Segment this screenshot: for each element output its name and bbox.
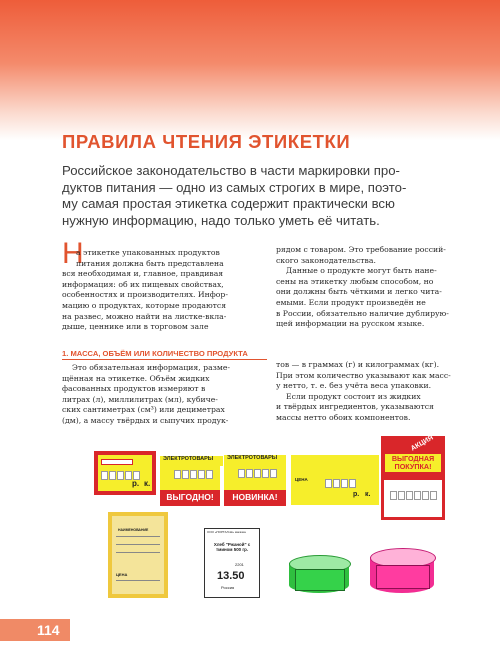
body-line: дыше, ценнике или в торговом зале: [62, 322, 209, 332]
body-line: При этом количество указывают как масс-: [276, 370, 451, 380]
body-line: рядом с товаром. Это требование россий-: [276, 245, 446, 254]
body-line: ского законодательства.: [276, 255, 376, 265]
promo-tag-akcia: [381, 436, 445, 520]
body-line: литрах (л), миллилитрах (мл), кубиче-: [62, 394, 218, 404]
price-word: ЦЕНА: [295, 477, 308, 482]
receipt-country: Россия: [221, 585, 235, 590]
name-label: НАИМЕНОВАНИЕ: [118, 528, 149, 532]
receipt-item: Хлеб "Ржаной" с тмином 500 гр.: [213, 542, 251, 552]
body-line: на развес, можно найти на листке-вкла-: [62, 311, 227, 321]
digit-grid: [325, 479, 356, 488]
body-line: тов — в граммах (г) и килограммах (кг).: [276, 360, 440, 369]
tag-header: ЭЛЕКТРОТОВАРЫ: [160, 456, 223, 466]
kop-label: к.: [365, 491, 371, 498]
label-roll-pink: [370, 548, 434, 596]
receipt-label: [204, 528, 260, 598]
body-line: емыми. Если продукт произведён не: [276, 297, 426, 307]
body-line: вся необходимая и, главное, правдивая: [62, 269, 224, 279]
body-column-right: [276, 245, 466, 330]
vygodno-banner: ВЫГОДНО!: [160, 490, 220, 506]
body-line: щённая на этикетке. Объём жидких: [62, 373, 210, 383]
body-line: Если продукт состоит из жидких: [286, 391, 421, 401]
drop-cap: Н: [62, 237, 84, 270]
price-tag-red-yellow: [94, 451, 156, 495]
section-column-right: [276, 360, 466, 424]
label-roll-green: [289, 555, 349, 595]
body-line: в России, обязательно наличие дублирую-: [276, 308, 449, 318]
kop-label: к.: [144, 479, 151, 488]
vygodnaya-banner: ВЫГОДНАЯ ПОКУПКА!: [385, 454, 441, 472]
price-word: ЦЕНА: [116, 572, 128, 577]
page-title: ПРАВИЛА ЧТЕНИЯ ЭТИКЕТКИ: [62, 131, 351, 152]
body-line: а этикетке упакованных продуктов: [76, 248, 220, 257]
header-gradient-band: [0, 0, 500, 140]
novinka-banner: НОВИНКА!: [224, 490, 286, 506]
body-line: особенностях и производителях. Инфор-: [62, 290, 228, 300]
body-line: сены на этикетку любым способом, но: [276, 276, 434, 286]
section-divider: [62, 359, 267, 360]
body-line: массы нетто обоих компонентов.: [276, 412, 411, 422]
tag-header: ЭЛЕКТРОТОВАРЫ: [227, 455, 278, 461]
body-line: информация: об их пищевых свойствах,: [62, 279, 224, 289]
lead-line: нужную информацию, надо только уметь её читать.: [62, 212, 380, 228]
page-number: 114: [37, 622, 60, 638]
digit-grid: [174, 470, 213, 479]
body-line: они должны быть чёткими и легко чита-: [276, 287, 442, 297]
body-line: ских сантиметрах (см³) или дециметрах: [62, 405, 225, 415]
receipt-price: 13.50: [217, 570, 245, 582]
body-line: щей информации на русском языке.: [276, 319, 425, 329]
receipt-code: 2201: [235, 562, 244, 567]
body-line: питания должна быть представлена: [76, 258, 224, 268]
body-line: Это обязательная информация, разме-: [72, 363, 230, 372]
price-tag-vygodno: [160, 456, 220, 506]
lead-line: Российское законодательство в части маркировки про-: [62, 163, 400, 178]
lead-paragraph: [62, 163, 457, 229]
body-line: и твёрдых ингредиентов, указываются: [276, 402, 434, 412]
digit-grid: [238, 469, 277, 478]
rub-label: р.: [353, 491, 360, 498]
section-column-left: [62, 363, 267, 427]
price-tag-cream: [108, 512, 168, 598]
body-line: фасованных продуктов измеряют в: [62, 384, 206, 394]
lead-line: му самая простая этикетка содержит практически всю: [62, 196, 395, 212]
rub-label: р.: [132, 479, 140, 488]
price-tag-novinka: [224, 455, 286, 506]
body-line: Данные о продукте могут быть нане-: [286, 266, 437, 276]
body-line: у нетто, т. е. без учёта веса упаковки.: [276, 381, 432, 391]
body-column-left: [62, 248, 267, 333]
price-tag-yellow: [291, 455, 379, 505]
lead-line: дуктов питания — одно из самых строгих в мире, поэто-: [62, 179, 407, 195]
digit-grid: [390, 491, 437, 500]
akcia-badge: АКЦИЯ: [409, 434, 435, 453]
receipt-store: ООО «ПОРТАЛ-Ш» магазин: [207, 530, 246, 534]
body-line: мацию о продуктах, которые продаются: [62, 300, 227, 310]
section-heading: 1. МАССА, ОБЪЁМ ИЛИ КОЛИЧЕСТВО ПРОДУКТА: [62, 349, 248, 358]
body-line: (дм), а массу твёрдых и сыпучих продук-: [62, 415, 229, 425]
